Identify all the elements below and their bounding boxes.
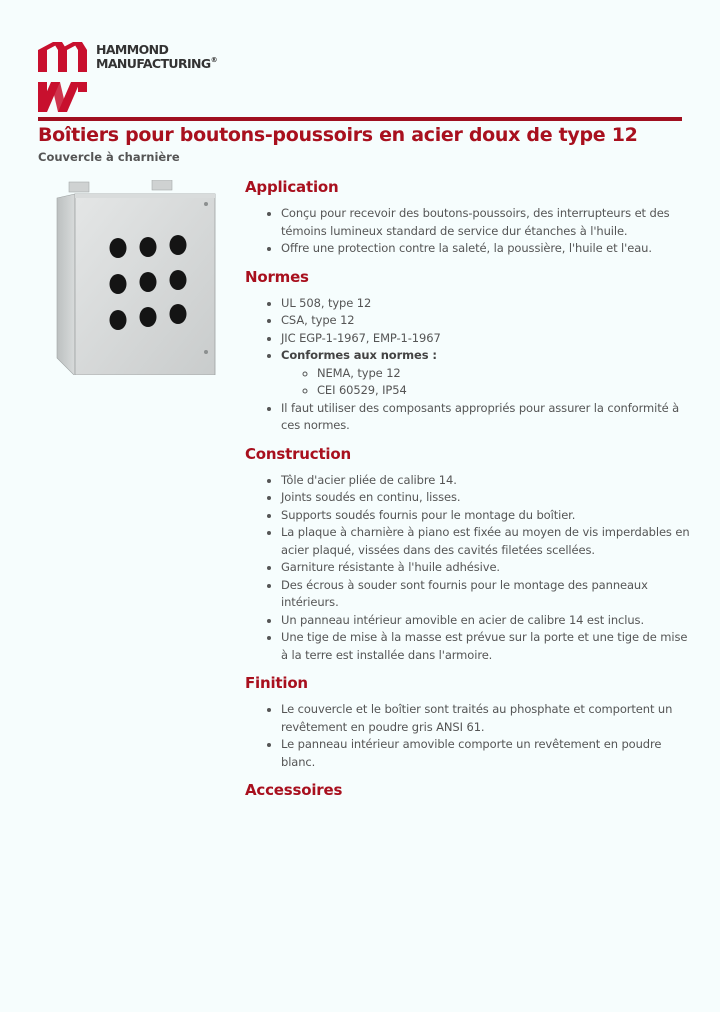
heading-construction: Construction <box>245 444 351 463</box>
page-subtitle: Couvercle à charnière <box>38 150 180 164</box>
sub-list-item: ◦ CEI 60529, IP54 <box>317 382 690 400</box>
list-item: • UL 508, type 12 <box>281 295 690 313</box>
heading-normes: Normes <box>245 267 309 286</box>
list-normes <box>245 295 690 435</box>
list-item: • Le couvercle et le boîtier sont traités au phosphate et comportent un revêtement en poudre gris ANSI 61. <box>281 701 690 736</box>
page-title: Boîtiers pour boutons-poussoirs en acier doux de type 12 <box>38 124 638 146</box>
hammond-logo-mark-icon <box>38 42 88 112</box>
header-divider <box>38 117 682 121</box>
heading-finition: Finition <box>245 674 308 692</box>
list-item: • Le panneau intérieur amovible comporte un revêtement en poudre blanc. <box>281 736 690 771</box>
list-item: • JIC EGP-1-1967, EMP-1-1967 <box>281 330 690 348</box>
list-item: • CSA, type 12 <box>281 312 690 330</box>
list-item: • Des écrous à souder sont fournis pour le montage des panneaux intérieurs. <box>281 577 690 612</box>
section-application <box>245 178 690 258</box>
list-item: • Conçu pour recevoir des boutons-poussoirs, des interrupteurs et des témoins lumineux standard de service dur étanches à l'huile. <box>281 205 690 240</box>
conformes-label: Conformes aux normes : <box>281 348 437 362</box>
list-finition <box>245 701 690 771</box>
hammond-logo <box>38 42 228 112</box>
spec-content <box>245 178 690 808</box>
list-item: • Offre une protection contre la saleté, la poussière, l'huile et l'eau. <box>281 240 690 258</box>
sublist-conformes <box>281 365 690 400</box>
list-construction <box>245 472 690 665</box>
section-construction <box>245 445 690 665</box>
enclosure-product-image <box>55 180 220 375</box>
logo-line-2-text: MANUFACTURING <box>96 56 211 71</box>
list-item: • Une tige de mise à la masse est prévue sur la porte et une tige de mise à la terre est installée dans l'armoire. <box>281 629 690 664</box>
registered-mark: ® <box>210 56 217 64</box>
list-item: • Un panneau intérieur amovible en acier de calibre 14 est inclus. <box>281 612 690 630</box>
heading-application: Application <box>245 178 339 196</box>
list-item: • Supports soudés fournis pour le montage du boîtier. <box>281 507 690 525</box>
section-finition <box>245 674 690 771</box>
logo-line-2 <box>96 56 217 71</box>
list-item: • Joints soudés en continu, lisses. <box>281 489 690 507</box>
section-normes <box>245 268 690 435</box>
list-item: • Tôle d'acier pliée de calibre 14. <box>281 472 690 490</box>
logo-line-1: HAMMOND <box>96 42 169 57</box>
list-item-conformes <box>281 347 690 400</box>
heading-accessoires: Accessoires <box>245 781 343 799</box>
list-application <box>245 205 690 258</box>
list-item: • Garniture résistante à l'huile adhésive. <box>281 559 690 577</box>
list-item: • La plaque à charnière à piano est fixée au moyen de vis imperdables en acier plaqué, vissées dans des cavités filetées scellées. <box>281 524 690 559</box>
list-item: • Il faut utiliser des composants appropriés pour assurer la conformité à ces normes. <box>281 400 690 435</box>
section-accessoires <box>245 781 690 799</box>
sub-list-item: ◦ NEMA, type 12 <box>317 365 690 383</box>
